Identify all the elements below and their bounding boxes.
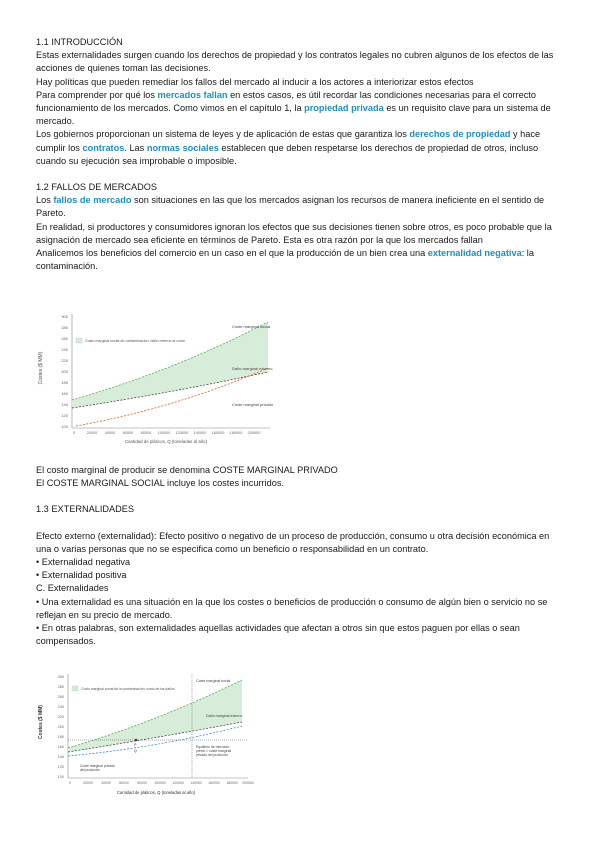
label-private: Coste marginal privado [80, 764, 115, 768]
heading-introduccion: 1.1 INTRODUCCIÓN [36, 37, 123, 47]
label-external: Daño marginal externo [232, 366, 273, 371]
y-axis-label: Costes ($ MM) [38, 705, 44, 739]
label-q: Q [134, 749, 137, 753]
y-tick: 120 [61, 413, 68, 418]
x-tick: 40000 [104, 431, 116, 435]
label-equilibrium: Equilibrio de mercado: [196, 745, 230, 749]
x-tick: 60000 [119, 781, 129, 785]
paragraph: Analicemos los beneficios del comercio en un caso en el que la producción de un bien crea una externalidad negativa: la contaminación. [36, 248, 534, 272]
legend-swatch [72, 686, 78, 691]
point-marker [135, 739, 137, 741]
y-tick: 160 [57, 745, 64, 749]
keyword-link[interactable]: fallos de mercado [53, 195, 132, 206]
bullet-item: • Una externalidad es una situación en la que los costes o beneficios de producción o consumo de algún bien o servicio no se reflejan en su precio de mercado. [36, 596, 548, 620]
y-axis-label: Costes ($ MM) [38, 351, 44, 385]
y-tick: 280 [61, 325, 68, 330]
y-tick: 260 [57, 695, 64, 699]
x-tick: 20000 [86, 431, 98, 435]
x-tick: 140000 [190, 781, 202, 785]
x-tick: 0 [69, 781, 71, 785]
legend-text: Costo marginal social de la contaminación: costo de los daños [81, 687, 175, 691]
x-tick: 100000 [157, 431, 171, 435]
y-tick: 300 [57, 675, 64, 679]
x-tick: 120000 [172, 781, 184, 785]
bullet-item: • Externalidad negativa [36, 557, 131, 568]
x-tick: 20000 [83, 781, 93, 785]
label-equilibrium-2: precio = coste marginal [196, 749, 232, 753]
keyword-link[interactable]: mercados fallan [157, 89, 228, 100]
y-tick: 100 [61, 424, 68, 429]
y-tick: 200 [57, 725, 64, 729]
label-private: Coste marginal privado [232, 402, 274, 407]
x-tick: 60000 [122, 431, 134, 435]
legend-swatch [76, 338, 82, 343]
paragraph: Para comprender por qué los mercados fallan en estos casos, es útil recordar las condiciones necesarias para el correcto funcionamiento de los mercados. Como vimos en el capítulo 1, la propiedad privada es un requisito clave para un sistema de mercado. [36, 89, 551, 127]
paragraph: Hay políticas que pueden remediar los fallos del mercado al inducir a los actores a interiorizar estos efectos [36, 76, 474, 87]
y-tick: 220 [57, 715, 64, 719]
legend-text: Costo marginal social de contaminación: daño externo al costo [85, 339, 185, 343]
y-tick: 200 [61, 369, 68, 374]
x-tick: 80000 [137, 781, 147, 785]
y-tick: 100 [57, 775, 64, 779]
shaded-area [72, 322, 271, 408]
x-tick: 0 [72, 431, 76, 435]
y-tick: 240 [57, 705, 64, 709]
y-tick: 120 [57, 765, 64, 769]
label-social: Coste marginal social [196, 679, 231, 683]
y-tick: 220 [61, 358, 68, 363]
x-tick: 200000 [247, 431, 261, 435]
x-tick: 160000 [211, 431, 225, 435]
paragraph: En realidad, si productores y consumidores ignoran los efectos que sus decisiones tienen sobre otros, es poco probable que la asignación de mercado sea eficiente en términos de Pareto. Esta es otra razón por la que los mercados fallan [36, 221, 552, 245]
paragraph: C. Externalidades [36, 583, 109, 594]
heading-fallos: 1.2 FALLOS DE MERCADOS [36, 182, 158, 193]
y-tick: 300 [61, 314, 68, 319]
x-axis-label: Cantidad de pláticos, Q (toneladas al año) [116, 790, 196, 795]
keyword-link[interactable]: contratos [82, 142, 125, 153]
x-tick: 80000 [140, 431, 152, 435]
paragraph: Los fallos de mercado son situaciones en las que los mercados asignan los recursos de manera ineficiente en el sentido de Pareto. [36, 195, 545, 219]
label-equilibrium-3: privado del productor [196, 753, 228, 757]
keyword-link[interactable]: propiedad privada [304, 103, 384, 114]
y-tick: 240 [61, 347, 68, 352]
y-tick: 140 [61, 402, 68, 407]
x-tick: 180000 [226, 781, 238, 785]
x-axis-label: Cantidad de pláticos, Q (toneladas al año) [124, 439, 208, 444]
paragraph: Estas externalidades surgen cuando los derechos de propiedad y los contratos legales no cubren algunos de los efectos de las acciones de quienes toman las decisiones. [36, 50, 554, 74]
y-tick: 280 [57, 685, 64, 689]
label-p: P [134, 743, 137, 747]
x-tick: 40000 [101, 781, 111, 785]
x-tick: 100000 [154, 781, 166, 785]
x-tick: 120000 [175, 431, 189, 435]
y-tick: 260 [61, 336, 68, 341]
heading-externalidades: 1.3 EXTERNALIDADES [36, 504, 135, 515]
paragraph: El COSTE MARGINAL SOCIAL incluye los costes incurridos. [36, 478, 284, 489]
y-tick: 160 [61, 391, 68, 396]
y-tick: 140 [57, 755, 64, 759]
x-tick: 180000 [229, 431, 243, 435]
bullet-item: • En otras palabras, son externalidades aquellas actividades que afectan a otros sin que estos paguen por ellas o sean compensados. [36, 623, 520, 647]
paragraph: Los gobiernos proporcionan un sistema de leyes y de aplicación de estas que garantiza los derechos de propiedad y hace cumplir los contratos. Las normas sociales establecen que deben respetarse los derechos de propiedad de otros, incluso cuando su ejecución sea improbable o imposible. [36, 129, 541, 166]
document-page-cont [36, 464, 564, 648]
x-tick: 140000 [193, 431, 207, 435]
x-tick: 160000 [208, 781, 220, 785]
keyword-link[interactable]: derechos de propiedad [409, 129, 511, 140]
keyword-link: externalidad negativa [427, 248, 522, 259]
paragraph: Efecto externo (externalidad): Efecto positivo o negativo de un proceso de producción, consumo u otra decisión económica en una o varias personas que no se especifica como un beneficio o responsabilidad en un contrato. [36, 530, 550, 554]
label-private-2: del productor [80, 768, 100, 772]
label-social: Coste marginal social [232, 324, 271, 329]
document-page [36, 36, 564, 273]
label-external: Daño marginal externo [206, 714, 243, 718]
keyword-link[interactable]: normas sociales [146, 142, 219, 153]
y-tick: 180 [57, 735, 64, 739]
y-tick: 180 [61, 380, 68, 385]
paragraph: El costo marginal de producir se denomina COSTE MARGINAL PRIVADO [36, 465, 338, 475]
figure-externality-1 [36, 310, 276, 450]
figure-externality-2 [36, 672, 256, 802]
x-tick: 200000 [242, 781, 254, 785]
bullet-item: • Externalidad positiva [36, 570, 127, 581]
